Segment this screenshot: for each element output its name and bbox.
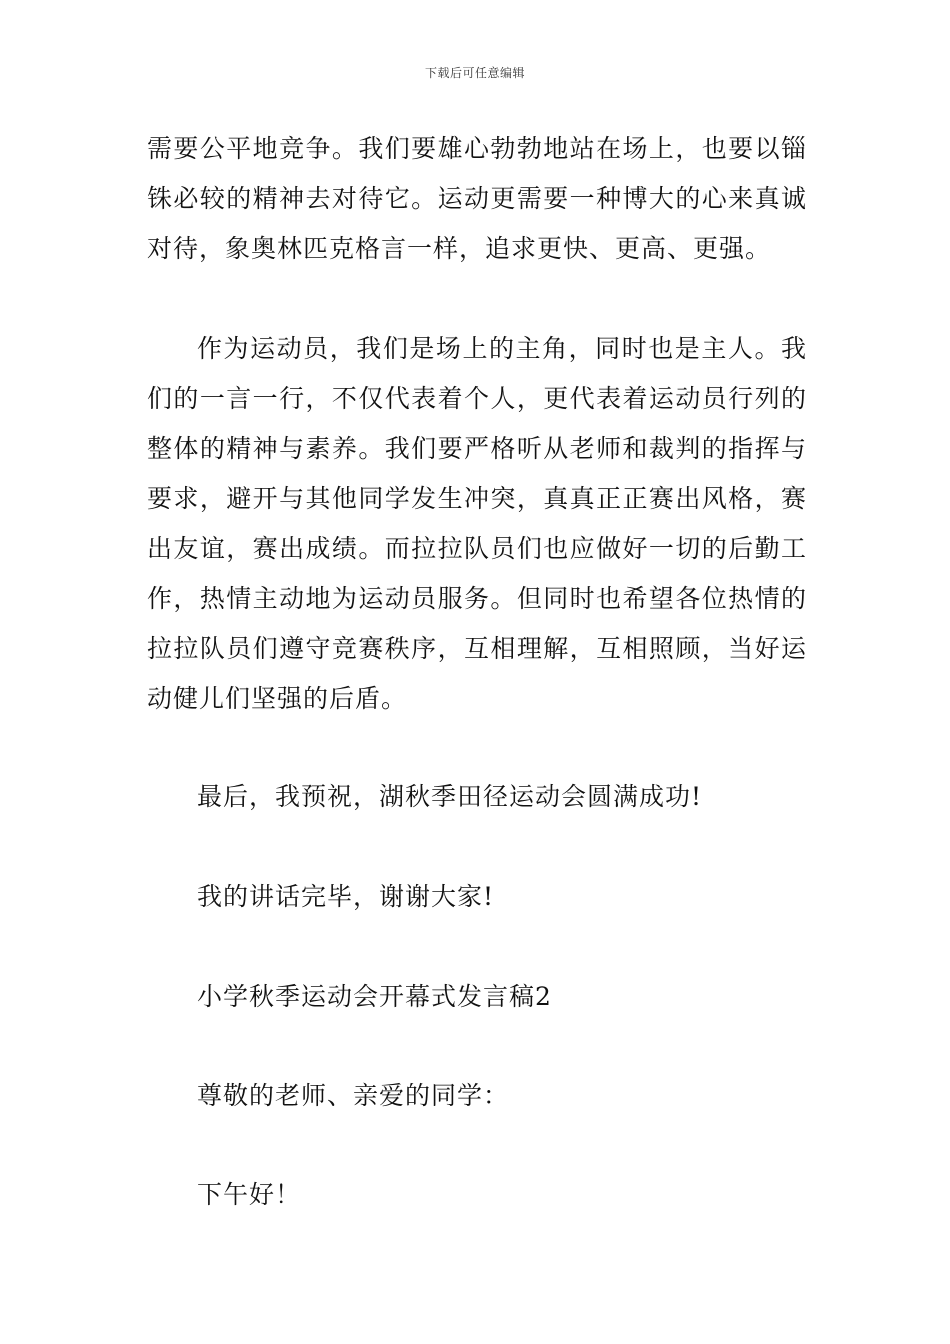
paragraph-1: 需要公平地竞争。我们要雄心勃勃地站在场上，也要以锱铢必较的精神去对待它。运动更需要一种博大的心来真诚对待，象奥林匹克格言一样，追求更快、更高、更强。 <box>147 134 807 263</box>
salutation: 尊敬的老师、亲爱的同学： <box>197 1081 510 1110</box>
paragraph-2: 作为运动员，我们是场上的主角，同时也是主人。我们的一言一行，不仅代表着个人，更代表着运动员行列的整体的精神与素养。我们要严格听从老师和裁判的指挥与要求，避开与其他同学发生冲突，真真正正赛出风格，赛出友谊，赛出成绩。而拉拉队员们也应做好一切的后勤工作，热情主动地为运动员服务。但同时也希望各位热情的拉拉队员们遵守竞赛秩序，互相理解，互相照顾，当好运动健儿们坚强的后盾。 <box>147 334 807 713</box>
paragraph-4: 我的讲话完毕，谢谢大家! <box>197 882 495 911</box>
greeting: 下午好！ <box>197 1180 302 1209</box>
section-title: 小学秋季运动会开幕式发言稿2 <box>197 982 552 1011</box>
paragraph-3: 最后，我预祝，湖秋季田径运动会圆满成功! <box>197 782 703 811</box>
page-header: 下载后可任意编辑 <box>424 66 525 80</box>
